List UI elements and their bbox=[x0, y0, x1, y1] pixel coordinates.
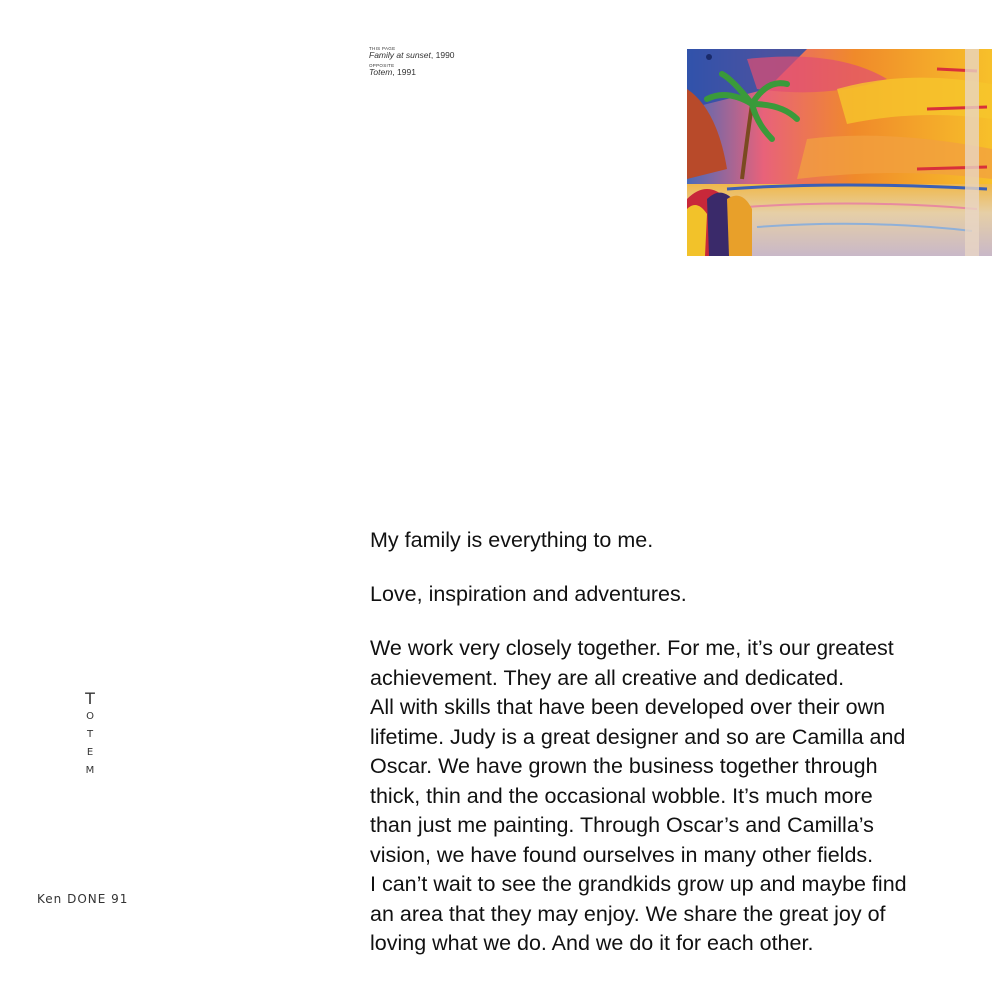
artist-signature bbox=[37, 890, 207, 916]
caption-this-page-year: , 1990 bbox=[430, 50, 455, 61]
text-line: We work very closely together. For me, it’s our greatest bbox=[370, 636, 894, 660]
caption-this-page-label: THIS PAGE bbox=[369, 46, 396, 51]
caption-this-page bbox=[369, 51, 569, 61]
text-line: I can’t wait to see the grandkids grow up and maybe find bbox=[370, 872, 907, 896]
text-line: lifetime. Judy is a great designer and so are Camilla and bbox=[370, 724, 906, 749]
totem-letter: O bbox=[86, 711, 94, 722]
caption-opposite-year: , 1991 bbox=[392, 67, 416, 78]
main-text bbox=[370, 526, 995, 959]
paragraph-family: My family is everything to me. bbox=[370, 528, 654, 552]
text-line: All with skills that have been developed over their own bbox=[370, 695, 886, 719]
totem-letter: T bbox=[86, 729, 94, 740]
text-line: than just me painting. Through Oscar’s and Camilla’s bbox=[370, 813, 874, 837]
text-line: Oscar. We have grown the business together through bbox=[370, 754, 878, 778]
text-line: achievement. They are all creative and dedicated. bbox=[370, 665, 845, 690]
signature-text: Ken DONE 91 bbox=[37, 892, 129, 906]
paragraph-love: Love, inspiration and adventures. bbox=[370, 582, 687, 606]
caption-opposite-label: OPPOSITE bbox=[369, 62, 395, 68]
totem-handwriting bbox=[80, 690, 100, 780]
totem-letter: M bbox=[85, 765, 95, 776]
totem-letter: T bbox=[85, 689, 95, 708]
image-captions bbox=[369, 46, 569, 80]
caption-this-page-title: Family at sunset bbox=[369, 50, 431, 61]
text-line: thick, thin and the occasional wobble. It’s much more bbox=[370, 783, 873, 808]
paragraph-work bbox=[370, 634, 995, 959]
sunset-painting-image bbox=[687, 49, 992, 256]
text-line: loving what we do. And we do it for each other. bbox=[370, 931, 814, 955]
caption-opposite-title: Totem bbox=[369, 67, 393, 78]
totem-letter: E bbox=[86, 747, 94, 758]
text-line: an area that they may enjoy. We share the great joy of bbox=[370, 901, 886, 926]
text-line: vision, we have found ourselves in many other fields. bbox=[370, 842, 874, 867]
caption-opposite bbox=[369, 68, 569, 78]
